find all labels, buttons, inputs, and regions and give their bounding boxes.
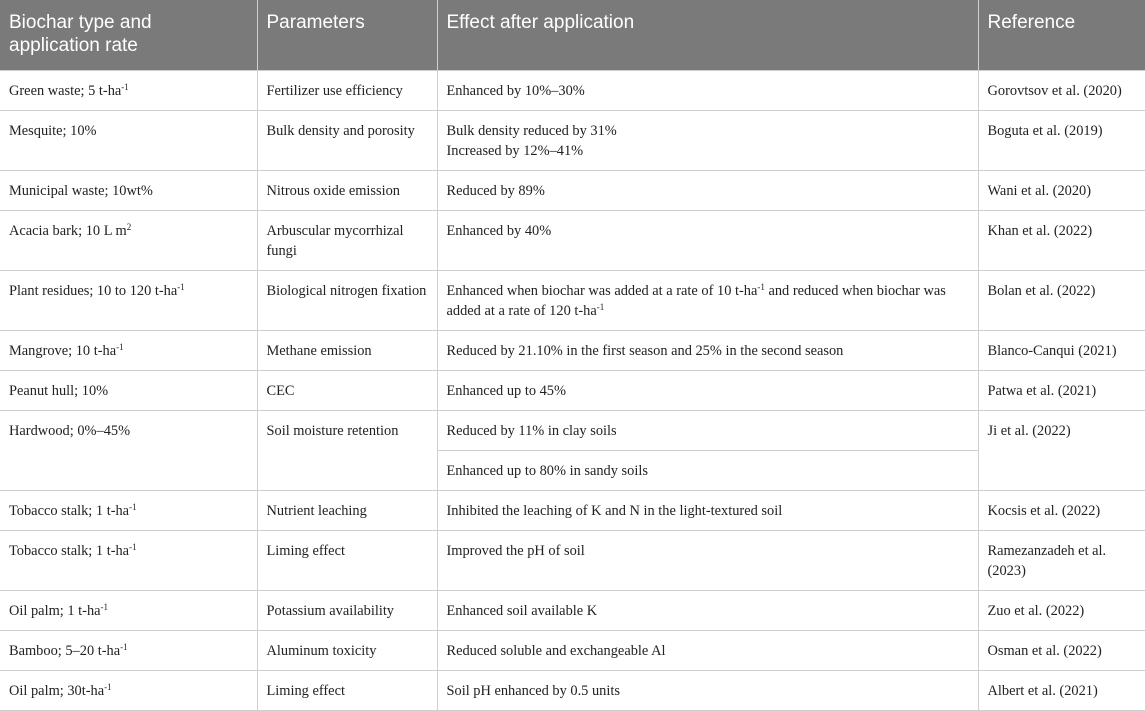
cell-biochar-type: Hardwood; 0%–45% <box>0 411 257 491</box>
cell-parameter: Liming effect <box>257 531 437 591</box>
cell-biochar-type: Oil palm; $30t-ha^{-1}$ <box>0 671 257 711</box>
cell-parameter: Soil moisture retention <box>257 411 437 491</box>
cell-parameter: Potassium availability <box>257 591 437 631</box>
cell-parameter: Biological nitrogen fixation <box>257 271 437 331</box>
cell-effect: Reduced by 11% in clay soils <box>437 411 978 451</box>
table-header <box>0 0 1145 71</box>
table-row <box>0 631 1145 671</box>
cell-effect: Enhanced soil available K <box>437 591 978 631</box>
cell-reference: Bolan et al. (2022) <box>978 271 1145 331</box>
cell-effect: Improved the pH of soil <box>437 531 978 591</box>
header-parameters: Parameters <box>257 0 437 71</box>
cell-parameter: Nutrient leaching <box>257 491 437 531</box>
cell-biochar-type: Peanut hull; 10% <box>0 371 257 411</box>
cell-biochar-type: Plant residues; 10 to 120 $t-ha^{-1}$ <box>0 271 257 331</box>
cell-parameter: Aluminum toxicity <box>257 631 437 671</box>
cell-effect: Enhanced up to 80% in sandy soils <box>437 451 978 491</box>
cell-effect: Reduced by 89% <box>437 171 978 211</box>
cell-biochar-type: Tobacco stalk; 1 $t-ha^{-1}$ <box>0 531 257 591</box>
table-row <box>0 111 1145 171</box>
table-row <box>0 371 1145 411</box>
cell-biochar-type: Mangrove; 10 $t-ha^{-1}$ <box>0 331 257 371</box>
header-biochar-type: Biochar type and application rate <box>0 0 257 71</box>
cell-reference: Zuo et al. (2022) <box>978 591 1145 631</box>
cell-biochar-type: Municipal waste; 10wt% <box>0 171 257 211</box>
cell-biochar-type: Oil palm; 1 $t-ha^{-1}$ <box>0 591 257 631</box>
table-row <box>0 71 1145 111</box>
cell-reference: Ji et al. (2022) <box>978 411 1145 491</box>
cell-effect: Enhanced by 40% <box>437 211 978 271</box>
cell-biochar-type: Mesquite; 10% <box>0 111 257 171</box>
cell-effect: Inhibited the leaching of K and N in the light-textured soil <box>437 491 978 531</box>
cell-effect <box>437 111 978 171</box>
table-row <box>0 531 1145 591</box>
table-row <box>0 491 1145 531</box>
cell-reference: Albert et al. (2021) <box>978 671 1145 711</box>
cell-parameter: Nitrous oxide emission <box>257 171 437 211</box>
cell-reference: Khan et al. (2022) <box>978 211 1145 271</box>
cell-parameter: Fertilizer use efficiency <box>257 71 437 111</box>
cell-reference: Gorovtsov et al. (2020) <box>978 71 1145 111</box>
cell-reference: Osman et al. (2022) <box>978 631 1145 671</box>
cell-effect: Enhanced when biochar was added at a rate of 10 $t-ha^{-1}$ and reduced when biochar was added at a rate of 120 $t-ha^{-1}$ <box>437 271 978 331</box>
cell-reference: Kocsis et al. (2022) <box>978 491 1145 531</box>
cell-reference: Blanco-Canqui (2021) <box>978 331 1145 371</box>
cell-biochar-type: Acacia bark; 10 L $m^2$ <box>0 211 257 271</box>
table-row <box>0 331 1145 371</box>
table-row <box>0 271 1145 331</box>
cell-reference: Patwa et al. (2021) <box>978 371 1145 411</box>
header-row <box>0 0 1145 71</box>
effect-line: Increased by 12%–41% <box>446 143 584 159</box>
cell-parameter: Liming effect <box>257 671 437 711</box>
cell-effect: Enhanced by 10%–30% <box>437 71 978 111</box>
cell-parameter: Bulk density and porosity <box>257 111 437 171</box>
cell-effect: Reduced soluble and exchangeable Al <box>437 631 978 671</box>
cell-biochar-type: Green waste; 5 $t-ha^{-1}$ <box>0 71 257 111</box>
header-effect: Effect after application <box>437 0 978 71</box>
table-row <box>0 171 1145 211</box>
table-row <box>0 211 1145 271</box>
table-row <box>0 411 1145 451</box>
cell-effect: Reduced by 21.10% in the first season and 25% in the second season <box>437 331 978 371</box>
cell-parameter: Arbuscular mycorrhizal fungi <box>257 211 437 271</box>
cell-effect: Enhanced up to 45% <box>437 371 978 411</box>
table-row <box>0 591 1145 631</box>
cell-reference: Wani et al. (2020) <box>978 171 1145 211</box>
table-body <box>0 71 1145 711</box>
effect-line: Bulk density reduced by 31% <box>446 123 617 139</box>
table-row <box>0 671 1145 711</box>
cell-parameter: CEC <box>257 371 437 411</box>
header-reference: Reference <box>978 0 1145 71</box>
cell-effect: Soil pH enhanced by 0.5 units <box>437 671 978 711</box>
cell-biochar-type: Tobacco stalk; 1 $t-ha^{-1}$ <box>0 491 257 531</box>
cell-reference: Ramezanzadeh et al. (2023) <box>978 531 1145 591</box>
cell-reference: Boguta et al. (2019) <box>978 111 1145 171</box>
cell-biochar-type: Bamboo; 5–20 $t-ha^{-1}$ <box>0 631 257 671</box>
cell-parameter: Methane emission <box>257 331 437 371</box>
